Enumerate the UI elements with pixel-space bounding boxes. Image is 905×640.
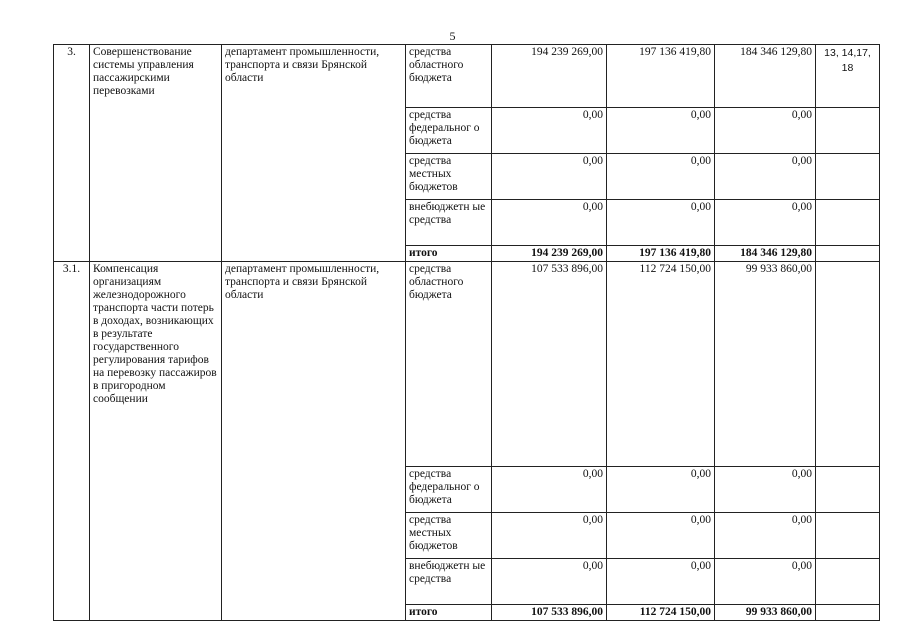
value-year-2: 112 724 150,00 (607, 262, 715, 467)
budget-table (53, 44, 880, 621)
total-year-2: 197 136 419,80 (607, 246, 715, 262)
value-year-1: 0,00 (492, 200, 607, 246)
responsible-department: департамент промышленности, транспорта и связи Брянской области (222, 45, 406, 262)
value-year-1: 107 533 896,00 (492, 262, 607, 467)
value-year-1: 0,00 (492, 559, 607, 605)
total-year-2: 112 724 150,00 (607, 605, 715, 621)
value-year-1: 194 239 269,00 (492, 45, 607, 108)
total-year-1: 194 239 269,00 (492, 246, 607, 262)
value-year-1: 0,00 (492, 513, 607, 559)
indicator-refs: 13, 14,17, 18 (816, 45, 880, 108)
row-number: 3. (54, 45, 90, 262)
source-label: средства федеральног о бюджета (406, 467, 492, 513)
value-year-3: 0,00 (715, 559, 816, 605)
value-year-2: 0,00 (607, 559, 715, 605)
value-year-2: 0,00 (607, 200, 715, 246)
source-label: средства областного бюджета (406, 45, 492, 108)
total-label: итого (406, 605, 492, 621)
table-row (54, 262, 880, 467)
value-year-3: 0,00 (715, 154, 816, 200)
value-year-3: 0,00 (715, 513, 816, 559)
value-year-2: 0,00 (607, 513, 715, 559)
indicator-refs-empty (816, 605, 880, 621)
value-year-2: 197 136 419,80 (607, 45, 715, 108)
value-year-3: 0,00 (715, 200, 816, 246)
responsible-department: департамент промышленности, транспорта и связи Брянской области (222, 262, 406, 621)
source-label: внебюджетн ые средства (406, 200, 492, 246)
indicator-refs-empty (816, 513, 880, 559)
value-year-3: 0,00 (715, 467, 816, 513)
source-label: средства областного бюджета (406, 262, 492, 467)
row-number: 3.1. (54, 262, 90, 621)
indicator-refs-empty (816, 559, 880, 605)
value-year-3: 99 933 860,00 (715, 262, 816, 467)
measure-title: Совершенствование системы управления пассажирскими перевозками (90, 45, 222, 262)
value-year-3: 0,00 (715, 108, 816, 154)
source-label: средства местных бюджетов (406, 513, 492, 559)
value-year-1: 0,00 (492, 154, 607, 200)
total-label: итого (406, 246, 492, 262)
value-year-2: 0,00 (607, 467, 715, 513)
indicator-refs-empty (816, 108, 880, 154)
total-year-3: 99 933 860,00 (715, 605, 816, 621)
indicator-refs-empty (816, 154, 880, 200)
total-year-3: 184 346 129,80 (715, 246, 816, 262)
indicator-refs-empty (816, 246, 880, 262)
total-year-1: 107 533 896,00 (492, 605, 607, 621)
value-year-2: 0,00 (607, 154, 715, 200)
page-number: 5 (449, 29, 456, 43)
measure-title: Компенсация организациям железнодорожного транспорта части потерь в доходах, возникающих в результате государственного регулирования тарифов на перевозку пассажиров в пригородном сообщении (90, 262, 222, 621)
indicator-refs (816, 262, 880, 467)
value-year-1: 0,00 (492, 467, 607, 513)
indicator-refs-empty (816, 200, 880, 246)
indicator-refs-empty (816, 467, 880, 513)
value-year-3: 184 346 129,80 (715, 45, 816, 108)
source-label: средства местных бюджетов (406, 154, 492, 200)
table-row (54, 45, 880, 108)
source-label: внебюджетн ые средства (406, 559, 492, 605)
value-year-2: 0,00 (607, 108, 715, 154)
source-label: средства федеральног о бюджета (406, 108, 492, 154)
value-year-1: 0,00 (492, 108, 607, 154)
